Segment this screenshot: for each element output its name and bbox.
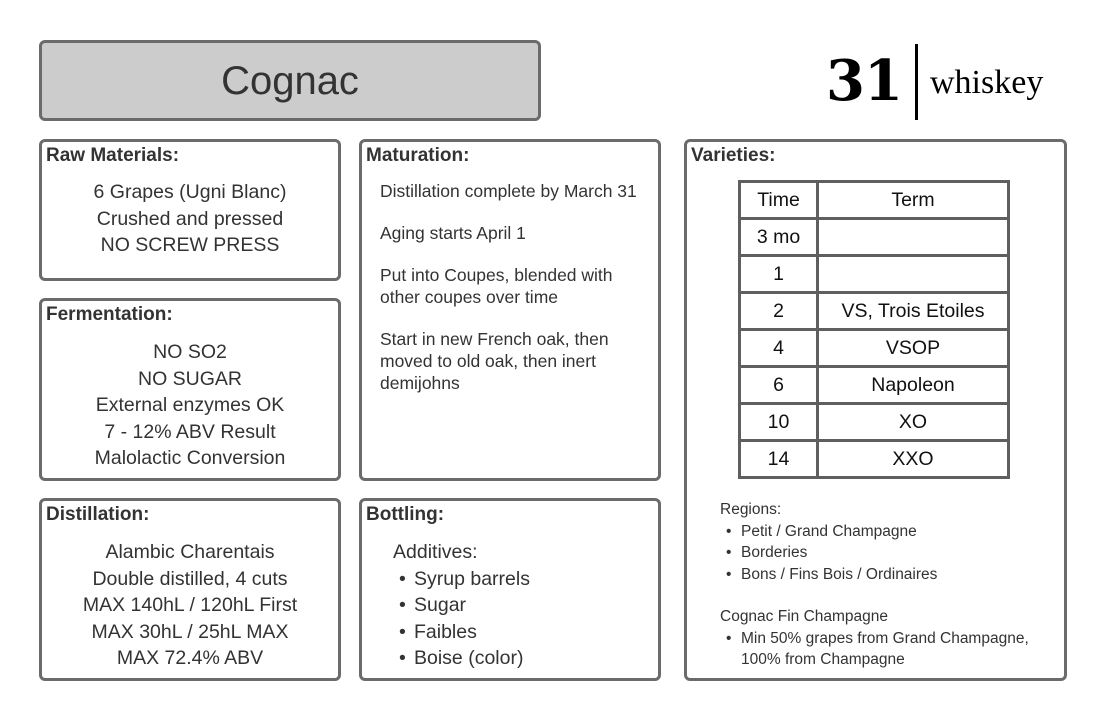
cell-time: 1 <box>740 256 818 293</box>
line: Malolactic Conversion <box>94 447 286 469</box>
distillation-heading: Distillation: <box>46 504 150 525</box>
bottling-heading: Bottling: <box>366 504 445 525</box>
header-time: Time <box>740 182 818 219</box>
title-box <box>39 40 541 121</box>
line: 6 Grapes (Ugni Blanc) <box>93 181 287 203</box>
additives-label: Additives: <box>393 541 478 563</box>
table-row <box>740 330 1009 367</box>
cell-time: 10 <box>740 404 818 441</box>
line: 7 - 12% ABV Result <box>104 420 276 443</box>
fermentation-heading: Fermentation: <box>46 304 173 325</box>
line: MAX 140hL / 120hL First <box>82 594 298 616</box>
raw-materials-card <box>39 139 341 281</box>
fermentation-card <box>39 298 341 481</box>
fin-champagne-label: Cognac Fin Champagne <box>720 608 889 625</box>
table-row <box>740 219 1009 256</box>
list-item: • Syrup barrels <box>393 566 530 593</box>
brand-number: 31 <box>826 48 902 114</box>
cell-time: 4 <box>740 330 818 367</box>
distillation-lines <box>42 539 338 672</box>
brand-divider <box>915 44 918 120</box>
bottling-card <box>359 498 661 681</box>
paragraph: Start in new French oak, then moved to old oak, then inert demijohns <box>380 329 609 393</box>
list-item: • Faibles <box>393 619 530 646</box>
list-item: • Bons / Fins Bois / Ordinaires <box>720 564 1055 586</box>
paragraph: Distillation complete by March 31 <box>380 181 637 201</box>
line: MAX 72.4% ABV <box>116 647 264 669</box>
header-term: Term <box>818 182 1009 219</box>
fermentation-lines <box>42 339 338 472</box>
table-header-row <box>740 182 1009 219</box>
brand-word: whiskey <box>930 64 1044 101</box>
maturation-card <box>359 139 661 481</box>
cell-time: 6 <box>740 367 818 404</box>
cell-term <box>818 219 1009 256</box>
line: Double distilled, 4 cuts <box>92 567 288 590</box>
cell-time: 2 <box>740 293 818 330</box>
list-item: • Sugar <box>393 592 530 619</box>
line: MAX 30hL / 25hL MAX <box>91 620 289 643</box>
bottling-content <box>393 539 530 672</box>
paragraph: Aging starts April 1 <box>380 223 526 243</box>
list-item: • Borderies <box>720 542 1055 564</box>
cell-term: XXO <box>818 441 1009 478</box>
list-item: • Boise (color) <box>393 645 530 672</box>
table-row <box>740 293 1009 330</box>
distillation-card <box>39 498 341 681</box>
cell-term <box>818 256 1009 293</box>
maturation-content <box>380 180 652 414</box>
fin-champagne-list <box>720 628 1040 671</box>
table-row <box>740 256 1009 293</box>
regions-section <box>720 499 1055 671</box>
table-row <box>740 441 1009 478</box>
line: NO SCREW PRESS <box>100 234 280 256</box>
raw-materials-lines <box>42 179 338 259</box>
cell-term: Napoleon <box>818 367 1009 404</box>
list-item: • Petit / Grand Champagne <box>720 521 1055 543</box>
line: Crushed and pressed <box>96 207 284 230</box>
page-title: Cognac <box>221 59 359 103</box>
cell-time: 14 <box>740 441 818 478</box>
line: Alambic Charentais <box>105 541 275 563</box>
table-row <box>740 404 1009 441</box>
line: NO SUGAR <box>137 367 242 390</box>
cell-term: VSOP <box>818 330 1009 367</box>
paragraph: Put into Coupes, blended with other coupes over time <box>380 265 613 307</box>
regions-label: Regions: <box>720 501 782 518</box>
additives-list <box>393 566 530 672</box>
maturation-heading: Maturation: <box>366 145 470 166</box>
cell-term: VS, Trois Etoiles <box>818 293 1009 330</box>
varieties-heading: Varieties: <box>691 145 776 166</box>
line: NO SO2 <box>153 341 227 363</box>
regions-list <box>720 521 1055 586</box>
cell-term: XO <box>818 404 1009 441</box>
line: External enzymes OK <box>95 394 285 416</box>
varieties-table <box>738 180 1010 479</box>
raw-materials-heading: Raw Materials: <box>46 145 180 166</box>
list-item: • Min 50% grapes from Grand Champagne, 100% from Champagne <box>720 628 1040 671</box>
varieties-card <box>684 139 1067 681</box>
cell-time: 3 mo <box>740 219 818 256</box>
table-row <box>740 367 1009 404</box>
